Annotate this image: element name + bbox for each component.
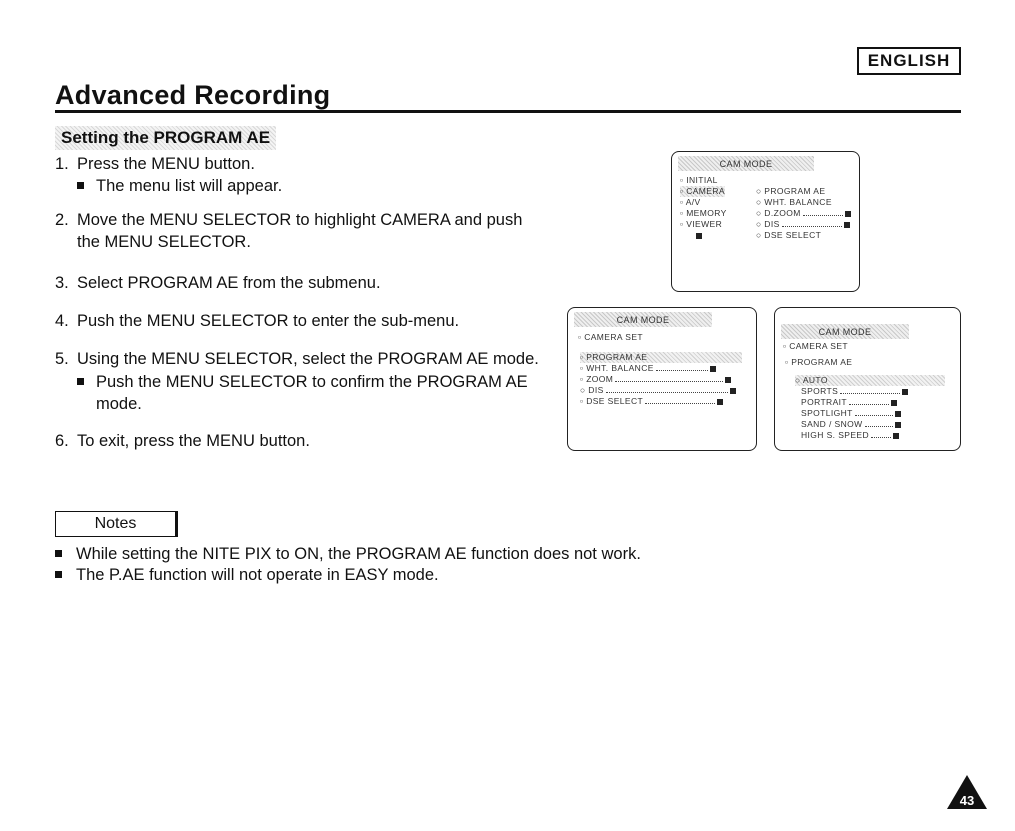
program-item-high-speed: HIGH S. SPEED [801,430,899,441]
menu-item-initial: ▫ INITIAL [680,175,718,185]
step-text: Select PROGRAM AE from the submenu. [77,274,381,292]
step-number: 4. [55,312,69,330]
camera-item-dis: ○ DIS [580,385,736,396]
camera-item-program-ae: ▫ PROGRAM AE [580,352,742,363]
program-item-auto: ○ AUTO [795,375,945,386]
camera-item-wht-balance: ▫ WHT. BALANCE [580,363,716,374]
menu-screen-program-ae [774,307,961,451]
step-5-sub-cont [96,393,142,415]
step-4 [55,310,459,332]
menu-item-memory: ▫ MEMORY [680,208,727,218]
submenu-item-dis: ○ DIS [756,219,850,230]
camera-set-title: ▫ CAMERA SET [578,332,643,342]
tape-icon [696,230,702,241]
submenu-item-wht-balance: ○ WHT. BALANCE [756,197,832,207]
submenu-item-dse: ○ DSE SELECT [756,230,822,240]
step-text: Move the MENU SELECTOR to highlight CAMERA and push [77,211,523,229]
program-item-spotlight: SPOTLIGHT [801,408,901,419]
step-3 [55,272,381,294]
step-subtext: Push the MENU SELECTOR to confirm the PROGRAM AE [96,373,528,391]
menu-header: CAM MODE [574,312,712,327]
camera-item-dse: ▫ DSE SELECT [580,396,723,407]
program-set-title: ▫ CAMERA SET [783,341,848,351]
step-subtext: The menu list will appear. [96,177,283,195]
step-1 [55,153,255,175]
menu-item-av: ▫ A/V [680,197,701,207]
step-1-sub [77,175,282,197]
title-divider [55,110,961,113]
program-item-portrait: PORTRAIT [801,397,897,408]
note-text: The P.AE function will not operate in EASY mode. [76,566,439,584]
submenu-item-dzoom: ○ D.ZOOM [756,208,851,219]
program-item-sand-snow: SAND / SNOW [801,419,901,430]
step-number: 3. [55,274,69,292]
step-text: Push the MENU SELECTOR to enter the sub-menu. [77,312,460,330]
camera-item-zoom: ▫ ZOOM [580,374,731,385]
section-heading: Setting the PROGRAM AE [55,126,276,150]
bullet-icon [55,550,62,557]
page-number-triangle-icon [946,774,988,810]
step-number: 1. [55,155,69,173]
bullet-icon [77,182,84,189]
menu-item-viewer: ▫ VIEWER [680,219,723,229]
step-2 [55,209,522,231]
menu-header: CAM MODE [678,156,814,171]
program-item-sports: SPORTS [801,386,908,397]
menu-item-camera: ▫ CAMERA [680,186,725,196]
menu-screen-camera [567,307,757,451]
note-item [55,566,439,585]
menu-screen-main [671,151,860,292]
page-number: 43 [959,793,975,808]
step-number: 6. [55,432,69,450]
submenu-item-program-ae: ○ PROGRAM AE [756,186,826,196]
step-2-cont [77,231,251,253]
step-text: the MENU SELECTOR. [77,233,251,251]
step-6 [55,430,310,452]
step-number: 5. [55,350,69,368]
bullet-icon [77,378,84,385]
step-number: 2. [55,211,69,229]
step-text: Using the MENU SELECTOR, select the PROGRAM AE mode. [77,350,539,368]
page-title: Advanced Recording [55,80,331,110]
step-5 [55,348,539,370]
note-text: While setting the NITE PIX to ON, the PROGRAM AE function does not work. [76,545,641,563]
step-text: To exit, press the MENU button. [77,432,310,450]
bullet-icon [55,571,62,578]
program-subtitle: ▫ PROGRAM AE [785,357,853,367]
step-text: Press the MENU button. [77,155,255,173]
language-badge: ENGLISH [857,47,961,75]
note-item [55,545,641,564]
menu-header: CAM MODE [781,324,909,339]
step-5-sub [77,371,528,393]
notes-label: Notes [55,511,178,537]
step-subtext: mode. [96,395,142,413]
